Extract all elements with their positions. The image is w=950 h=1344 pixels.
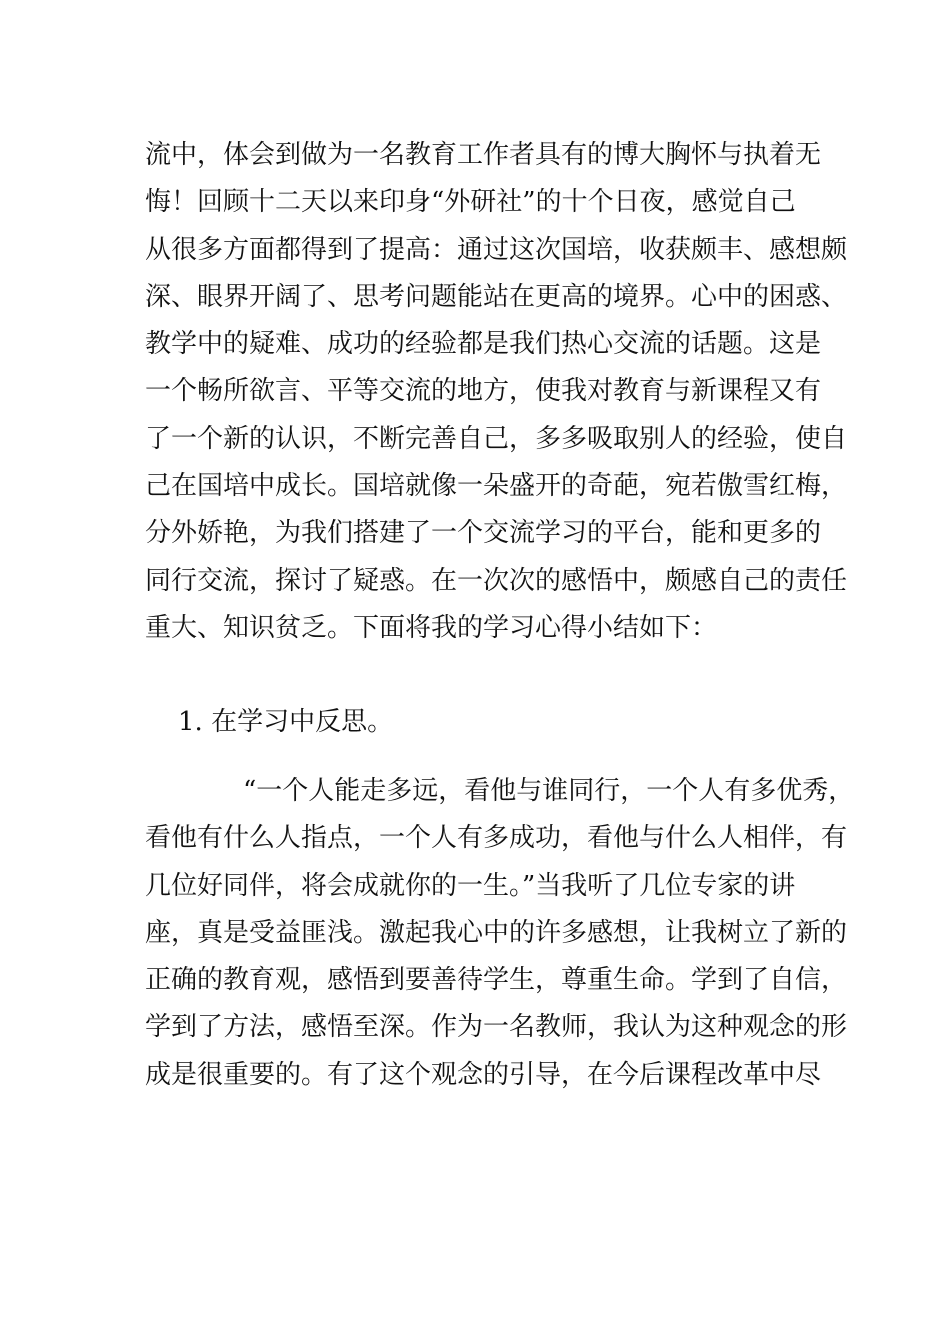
text-line: 同行交流，探讨了疑惑。在一次次的感悟中，颇感自己的责任 — [145, 565, 848, 596]
text-line: 悔！回顾十二天以来印身“外研社”的十个日夜，感觉自己 — [145, 187, 796, 218]
text-line: 几位好同伴，将会成就你的一生。”当我听了几位专家的讲 — [145, 870, 796, 901]
text-line: 教学中的疑难、成功的经验都是我们热心交流的话题。这是 — [145, 329, 822, 360]
text-line: 看他有什么人指点，一个人有多成功，看他与什么人相伴，有 — [145, 823, 848, 854]
paragraph-2 — [145, 768, 855, 1099]
text-line: 正确的教育观，感悟到要善待学生，尊重生命。学到了自信， — [145, 965, 848, 996]
text-line: 成是很重要的。有了这个观念的引导，在今后课程改革中尽 — [145, 1059, 822, 1090]
text-line: 学到了方法，感悟至深。作为一名教师，我认为这种观念的形 — [145, 1012, 848, 1043]
paragraph-1 — [145, 132, 848, 652]
text-line: 一个畅所欲言、平等交流的地方，使我对教育与新课程又有 — [145, 376, 822, 407]
section-heading — [178, 699, 818, 746]
text-line: 座，真是受益匪浅。激起我心中的许多感想，让我树立了新的 — [145, 917, 848, 948]
text-line: 己在国培中成长。国培就像一朵盛开的奇葩，宛若傲雪红梅， — [145, 471, 848, 502]
text-line: 从很多方面都得到了提高：通过这次国培，收获颇丰、感想颇 — [145, 234, 848, 265]
text-line: 深、眼界开阔了、思考问题能站在更高的境界。心中的困惑、 — [145, 281, 848, 312]
heading-text: 1. 在学习中反思。 — [178, 707, 394, 737]
text-line: 重大、知识贫乏。下面将我的学习心得小结如下： — [145, 612, 718, 643]
text-line: “一个人能走多远，看他与谁同行，一个人有多优秀， — [243, 776, 855, 806]
text-line: 流中，体会到做为一名教育工作者具有的博大胸怀与执着无 — [145, 140, 822, 170]
text-line: 了一个新的认识，不断完善自己，多多吸取别人的经验，使自 — [145, 423, 848, 454]
text-line: 分外娇艳，为我们搭建了一个交流学习的平台，能和更多的 — [145, 518, 822, 549]
